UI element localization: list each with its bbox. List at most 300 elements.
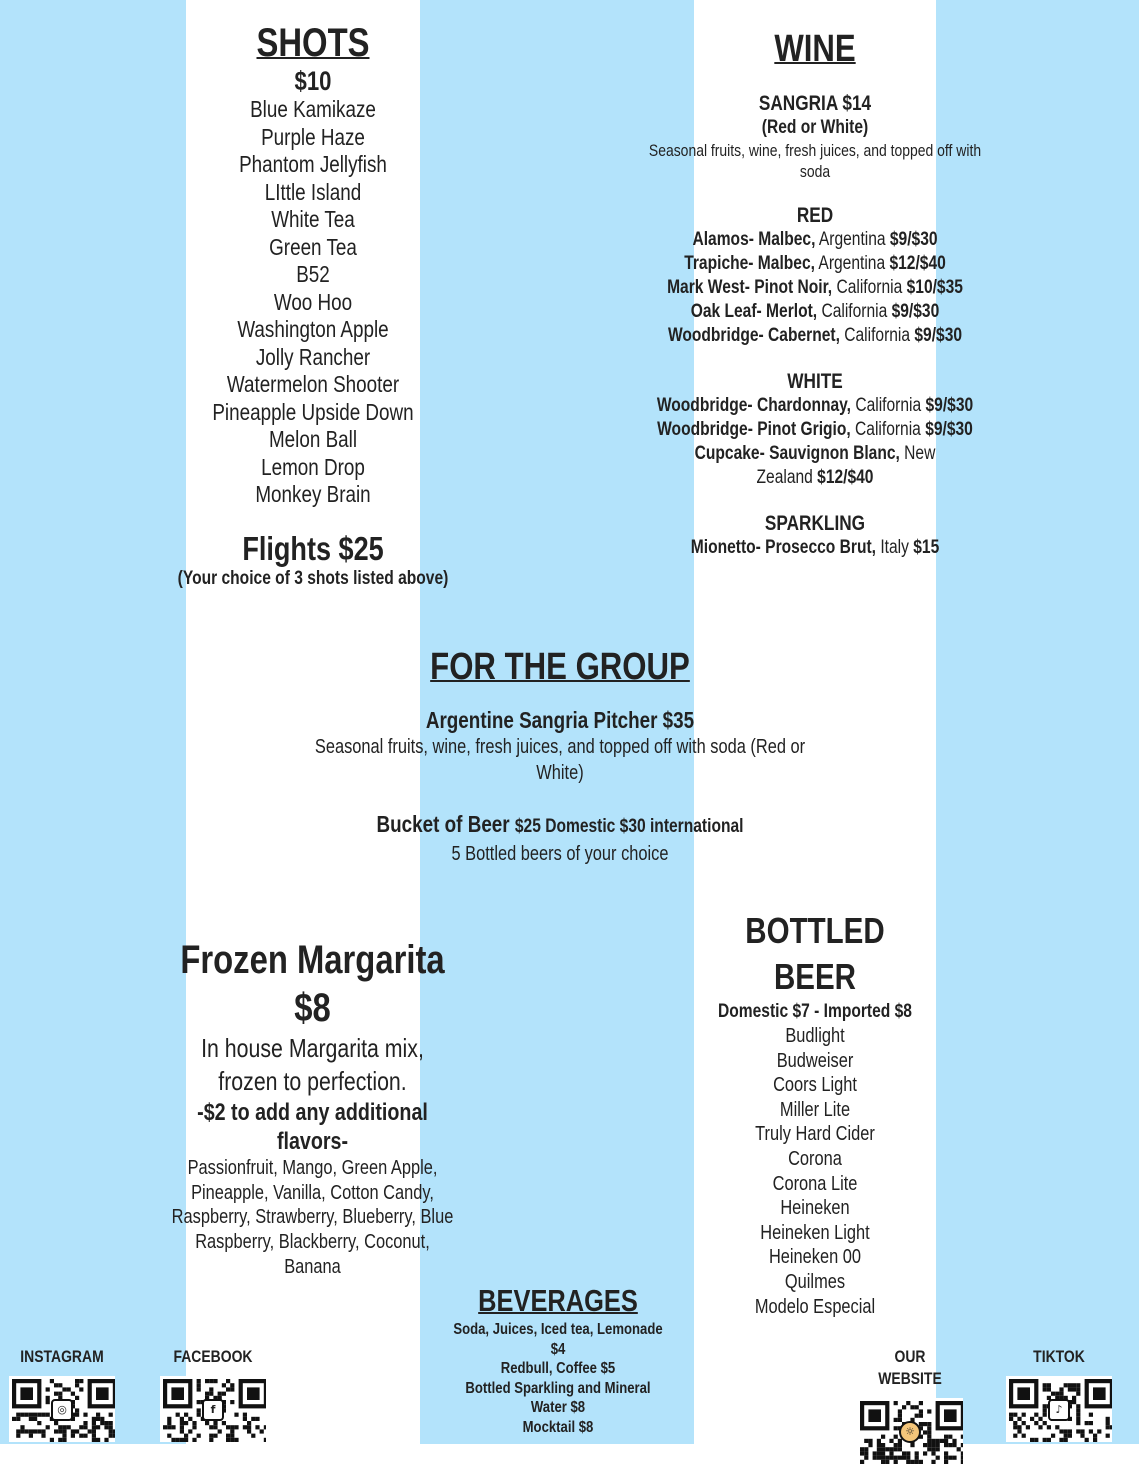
qr-module <box>46 1387 50 1391</box>
qr-module <box>176 1438 180 1442</box>
qr-module <box>1038 1425 1042 1429</box>
qr-module <box>1009 1413 1013 1417</box>
qr-module <box>1047 1438 1051 1442</box>
qr-module <box>1051 1392 1055 1396</box>
qr-module <box>1017 1417 1021 1421</box>
qr-module <box>902 1456 906 1460</box>
wine-row: Woodbridge- Chardonnay, California $9/$30 <box>656 395 974 416</box>
qr-module <box>92 1421 96 1425</box>
qr-module <box>931 1439 935 1443</box>
qr-module <box>113 1429 115 1433</box>
qr-module <box>885 1460 889 1464</box>
qr-module <box>940 1439 944 1443</box>
qr-module <box>180 1429 184 1433</box>
facebook-icon: f <box>202 1399 224 1421</box>
qr-module <box>205 1421 209 1425</box>
qr-module <box>37 1429 41 1433</box>
qr-module <box>209 1387 213 1391</box>
qr-module <box>906 1456 910 1460</box>
qr-module <box>209 1425 213 1429</box>
qr-module <box>176 1413 180 1417</box>
qr-module <box>915 1451 919 1455</box>
qr-module <box>1047 1383 1051 1387</box>
bottled-beer-section <box>717 908 914 1319</box>
qr-module <box>877 1439 881 1443</box>
qr-module <box>1038 1417 1042 1421</box>
qr-module <box>864 1439 868 1443</box>
qr-module <box>167 1417 171 1421</box>
shots-section <box>163 20 463 591</box>
qr-finder <box>944 1409 957 1422</box>
qr-module <box>197 1434 201 1438</box>
instagram-icon: ◎ <box>51 1399 73 1421</box>
qr-module <box>889 1447 893 1451</box>
qr-module <box>1076 1383 1080 1387</box>
qr-module <box>1076 1387 1080 1391</box>
qr-module <box>226 1438 230 1442</box>
qr-module <box>209 1434 213 1438</box>
beverage-item: Water $8 <box>530 1399 586 1417</box>
qr-module <box>919 1422 923 1426</box>
qr-module <box>100 1421 104 1425</box>
qr-module <box>88 1429 92 1433</box>
qr-module <box>919 1460 923 1464</box>
frozen-margarita-section <box>171 936 454 1280</box>
qr-module <box>889 1456 893 1460</box>
qr-module <box>62 1387 66 1391</box>
qr-module <box>226 1379 230 1383</box>
qr-module <box>213 1434 217 1438</box>
qr-finder <box>171 1387 184 1400</box>
qr-module <box>79 1379 83 1383</box>
qr-module <box>46 1396 50 1400</box>
qr-module <box>1013 1425 1017 1429</box>
qr-module <box>873 1451 877 1455</box>
qr-module <box>1047 1387 1051 1391</box>
website-logo-icon: ☼ <box>899 1421 921 1443</box>
qr-module <box>927 1409 931 1413</box>
qr-module <box>104 1425 108 1429</box>
qr-module <box>1043 1387 1047 1391</box>
qr-module <box>915 1405 919 1409</box>
qr-module <box>46 1425 50 1429</box>
qr-module <box>188 1429 192 1433</box>
qr-module <box>192 1425 196 1429</box>
qr-module <box>222 1421 226 1425</box>
qr-module <box>1110 1425 1112 1429</box>
bucket-desc: 5 Bottled beers of your choice <box>451 843 669 865</box>
qr-module <box>255 1425 259 1429</box>
qr-module <box>247 1421 251 1425</box>
qr-module <box>919 1409 923 1413</box>
group-title: FOR THE GROUP <box>430 646 690 688</box>
qr-module <box>1043 1408 1047 1412</box>
qr-module <box>75 1379 79 1383</box>
qr-module <box>927 1435 931 1439</box>
qr-module <box>184 1421 188 1425</box>
shots-title: SHOTS <box>256 21 370 65</box>
qr-module <box>197 1379 201 1383</box>
beverage-item: Bottled Sparkling and Mineral <box>465 1379 651 1397</box>
qr-module <box>230 1425 234 1429</box>
flights-title: Flights $25 <box>242 529 384 567</box>
qr-module <box>96 1425 100 1429</box>
qr-label: OUR WEBSITE <box>878 1347 942 1388</box>
qr-module <box>218 1392 222 1396</box>
qr-module <box>29 1413 33 1417</box>
beverages-title: BEVERAGES <box>478 1283 638 1318</box>
sangria-desc: Seasonal fruits, wine, fresh juices, and topped off with soda <box>648 141 982 181</box>
qr-module <box>860 1447 864 1451</box>
wine-row: Mark West- Pinot Noir, California $10/$35 <box>667 277 963 298</box>
qr-module <box>1076 1417 1080 1421</box>
qr-module <box>1085 1421 1089 1425</box>
qr-module <box>894 1426 898 1430</box>
qr-module <box>927 1430 931 1434</box>
qr-module <box>881 1447 885 1451</box>
qr-module <box>1072 1383 1076 1387</box>
qr-finder <box>96 1387 109 1400</box>
qr-module <box>79 1434 83 1438</box>
qr-module <box>83 1413 87 1417</box>
qr-module <box>180 1421 184 1425</box>
wine-row: Alamos- Malbec, Argentina $9/$30 <box>692 229 938 250</box>
qr-module <box>873 1456 877 1460</box>
qr-module <box>1089 1421 1093 1425</box>
qr-module <box>75 1396 79 1400</box>
qr-module <box>1043 1438 1047 1442</box>
qr-module <box>915 1414 919 1418</box>
qr-module <box>247 1429 251 1433</box>
qr-module <box>96 1438 100 1442</box>
flavors-list: Passionfruit, Mango, Green Apple, Pineapple, Vanilla, Cotton Candy, Raspberry, Strawberry, Blueberry, Blue Raspberry, Blackberry, Coconut, Banana <box>171 1157 454 1278</box>
qr-module <box>96 1413 100 1417</box>
qr-module <box>16 1413 20 1417</box>
qr-module <box>197 1413 201 1417</box>
beer-item: Truly Hard Cider <box>755 1123 875 1146</box>
shot-item: Green Tea <box>269 233 357 260</box>
qr-module <box>1093 1438 1097 1442</box>
qr-module <box>92 1425 96 1429</box>
qr-module <box>16 1417 20 1421</box>
qr-module <box>889 1439 893 1443</box>
qr-module <box>58 1429 62 1433</box>
qr-module <box>75 1413 79 1417</box>
qr-module <box>898 1447 902 1451</box>
qr-module <box>54 1392 58 1396</box>
qr-module <box>944 1435 948 1439</box>
qr-module <box>868 1439 872 1443</box>
qr-module <box>58 1392 62 1396</box>
qr-module <box>894 1447 898 1451</box>
qr-module <box>180 1425 184 1429</box>
qr-module <box>243 1413 247 1417</box>
shot-item: Purple Haze <box>261 123 365 150</box>
qr-module <box>948 1456 952 1460</box>
qr-module <box>1017 1429 1021 1433</box>
qr-module <box>1089 1413 1093 1417</box>
facebook-qr-block <box>158 1346 268 1442</box>
pitcher-title: Argentine Sangria Pitcher $35 <box>425 707 695 733</box>
shot-item: Melon Ball <box>268 426 358 452</box>
qr-module <box>915 1456 919 1460</box>
qr-finder <box>247 1387 260 1400</box>
website-qr-code[interactable] <box>857 1398 963 1464</box>
qr-module <box>1064 1434 1068 1438</box>
qr-module <box>251 1417 255 1421</box>
wine-row: Cupcake- Sauvignon Blanc, New Zealand $12/$40 <box>694 443 936 488</box>
qr-module <box>961 1456 963 1460</box>
qr-module <box>71 1392 75 1396</box>
qr-module <box>877 1447 881 1451</box>
qr-module <box>226 1434 230 1438</box>
wine-row: Trapiche- Malbec, Argentina $12/$40 <box>684 253 946 274</box>
qr-module <box>931 1460 935 1464</box>
qr-module <box>898 1414 902 1418</box>
qr-module <box>29 1434 33 1438</box>
qr-module <box>54 1421 58 1425</box>
beverage-item: $4 <box>550 1340 566 1358</box>
qr-module <box>218 1429 222 1433</box>
qr-module <box>213 1421 217 1425</box>
beverage-item: Soda, Juices, Iced tea, Lemonade <box>453 1321 663 1338</box>
qr-finder <box>1017 1387 1030 1400</box>
qr-module <box>952 1456 956 1460</box>
qr-module <box>1013 1421 1017 1425</box>
qr-module <box>1064 1429 1068 1433</box>
qr-module <box>109 1413 113 1417</box>
qr-module <box>29 1429 33 1433</box>
white-title: WHITE <box>787 370 843 393</box>
qr-module <box>1072 1400 1076 1404</box>
qr-module <box>230 1383 234 1387</box>
qr-module <box>83 1421 87 1425</box>
qr-module <box>1085 1438 1089 1442</box>
shot-item: Monkey Brain <box>255 481 371 507</box>
qr-module <box>255 1417 259 1421</box>
qr-module <box>1034 1438 1038 1442</box>
shot-item: B52 <box>296 261 330 287</box>
qr-module <box>1059 1429 1063 1433</box>
qr-module <box>109 1429 113 1433</box>
qr-module <box>100 1417 104 1421</box>
shots-list <box>163 96 463 509</box>
qr-module <box>1064 1438 1068 1442</box>
shot-item: Pineapple Upside Down <box>212 398 414 425</box>
frozen-desc: In house Margarita mix, frozen to perfection. <box>201 1033 424 1096</box>
qr-module <box>222 1392 226 1396</box>
qr-module <box>180 1417 184 1421</box>
qr-module <box>92 1417 96 1421</box>
qr-module <box>41 1434 45 1438</box>
shot-item: Washington Apple <box>237 316 389 342</box>
qr-module <box>209 1379 213 1383</box>
qr-module <box>889 1451 893 1455</box>
beverages-section <box>453 1282 663 1438</box>
qr-module <box>96 1417 100 1421</box>
qr-module <box>885 1447 889 1451</box>
qr-module <box>1076 1392 1080 1396</box>
qr-module <box>205 1392 209 1396</box>
qr-module <box>1043 1421 1047 1425</box>
qr-module <box>1047 1425 1051 1429</box>
qr-module <box>109 1425 113 1429</box>
qr-module <box>167 1421 171 1425</box>
facebook-qr-code[interactable] <box>160 1376 266 1442</box>
qr-module <box>75 1408 79 1412</box>
qr-module <box>230 1434 234 1438</box>
qr-module <box>860 1460 864 1464</box>
beer-prices: Domestic $7 - Imported $8 <box>718 1001 912 1022</box>
qr-module <box>92 1434 96 1438</box>
qr-module <box>62 1434 66 1438</box>
qr-module <box>1051 1434 1055 1438</box>
qr-module <box>1106 1434 1110 1438</box>
qr-module <box>16 1434 20 1438</box>
qr-module <box>20 1425 24 1429</box>
qr-module <box>234 1413 238 1417</box>
qr-module <box>243 1425 247 1429</box>
qr-module <box>71 1429 75 1433</box>
qr-module <box>944 1451 948 1455</box>
qr-module <box>41 1429 45 1433</box>
qr-module <box>209 1392 213 1396</box>
qr-module <box>1072 1387 1076 1391</box>
qr-module <box>109 1421 113 1425</box>
qr-module <box>923 1451 927 1455</box>
shots-price: $10 <box>294 66 332 96</box>
qr-module <box>919 1414 923 1418</box>
qr-module <box>927 1422 931 1426</box>
qr-module <box>894 1401 898 1405</box>
qr-module <box>29 1417 33 1421</box>
qr-module <box>864 1451 868 1455</box>
qr-module <box>188 1417 192 1421</box>
qr-module <box>197 1400 201 1404</box>
qr-module <box>264 1425 266 1429</box>
qr-module <box>1106 1421 1110 1425</box>
qr-module <box>1055 1425 1059 1429</box>
qr-module <box>197 1383 201 1387</box>
qr-module <box>906 1451 910 1455</box>
qr-module <box>205 1379 209 1383</box>
beverage-item: Redbull, Coffee $5 <box>500 1360 616 1378</box>
qr-module <box>910 1460 914 1464</box>
qr-module <box>79 1387 83 1391</box>
qr-module <box>92 1429 96 1433</box>
sangria-sub: (Red or White) <box>761 117 869 138</box>
qr-module <box>1030 1438 1034 1442</box>
beer-item: Heineken 00 <box>768 1246 862 1269</box>
qr-module <box>184 1434 188 1438</box>
qr-module <box>104 1438 108 1442</box>
qr-module <box>1022 1413 1026 1417</box>
qr-module <box>75 1429 79 1433</box>
qr-module <box>1068 1383 1072 1387</box>
tiktok-qr-block <box>1004 1346 1114 1442</box>
bucket-title: Bucket of Beer $25 Domestic $30 international <box>376 811 744 837</box>
qr-module <box>944 1439 948 1443</box>
qr-module <box>67 1387 71 1391</box>
qr-module <box>226 1425 230 1429</box>
qr-module <box>1106 1417 1110 1421</box>
tiktok-qr-code[interactable] <box>1006 1376 1112 1442</box>
red-title: RED <box>796 204 834 227</box>
qr-module <box>936 1439 940 1443</box>
qr-module <box>50 1379 54 1383</box>
qr-module <box>184 1413 188 1417</box>
qr-module <box>54 1429 58 1433</box>
qr-module <box>1089 1429 1093 1433</box>
qr-module <box>62 1438 66 1442</box>
qr-module <box>1068 1429 1072 1433</box>
instagram-qr-code[interactable] <box>9 1376 115 1442</box>
qr-module <box>222 1383 226 1387</box>
qr-module <box>71 1434 75 1438</box>
stripe-blue <box>0 0 186 1444</box>
qr-module <box>860 1451 864 1455</box>
website-qr-block <box>852 1346 968 1464</box>
qr-module <box>234 1438 238 1442</box>
qr-module <box>167 1434 171 1438</box>
qr-module <box>961 1460 963 1464</box>
qr-module <box>25 1429 29 1433</box>
beer-title: BOTTLED BEER <box>745 910 885 997</box>
frozen-title: Frozen Margarita $8 <box>180 938 445 1030</box>
qr-module <box>113 1434 115 1438</box>
qr-module <box>1068 1434 1072 1438</box>
qr-module <box>1076 1413 1080 1417</box>
qr-module <box>902 1405 906 1409</box>
qr-module <box>226 1387 230 1391</box>
qr-module <box>234 1425 238 1429</box>
qr-module <box>894 1418 898 1422</box>
qr-module <box>192 1438 196 1442</box>
qr-module <box>20 1429 24 1433</box>
qr-module <box>1009 1417 1013 1421</box>
qr-module <box>877 1451 881 1455</box>
qr-module <box>16 1429 20 1433</box>
qr-module <box>898 1418 902 1422</box>
beverage-item: Mocktail $8 <box>522 1418 594 1436</box>
qr-module <box>46 1413 50 1417</box>
qr-module <box>1034 1413 1038 1417</box>
qr-module <box>1076 1408 1080 1412</box>
wine-section <box>626 26 1003 560</box>
qr-module <box>62 1429 66 1433</box>
qr-module <box>62 1425 66 1429</box>
qr-module <box>927 1447 931 1451</box>
qr-module <box>1022 1434 1026 1438</box>
qr-module <box>41 1413 45 1417</box>
qr-module <box>58 1438 62 1442</box>
qr-module <box>881 1451 885 1455</box>
qr-module <box>898 1456 902 1460</box>
shot-item: Jolly Rancher <box>255 343 371 370</box>
qr-module <box>936 1447 940 1451</box>
qr-module <box>1064 1383 1068 1387</box>
qr-module <box>264 1438 266 1442</box>
qr-module <box>20 1413 24 1417</box>
qr-module <box>1059 1438 1063 1442</box>
qr-module <box>197 1387 201 1391</box>
qr-module <box>37 1421 41 1425</box>
qr-module <box>1076 1404 1080 1408</box>
qr-module <box>1080 1429 1084 1433</box>
qr-label: INSTAGRAM <box>20 1347 104 1366</box>
qr-module <box>1097 1429 1101 1433</box>
beer-item: Modelo Especial <box>754 1295 876 1318</box>
